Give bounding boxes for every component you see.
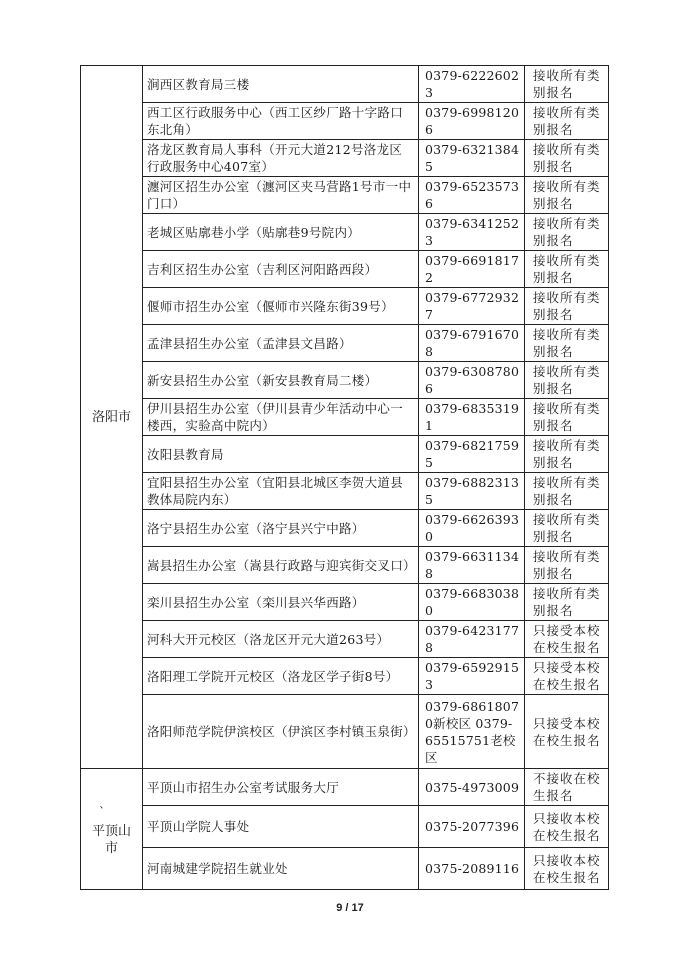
note-cell: 接收所有类别报名	[525, 399, 609, 436]
site-cell: 河南城建学院招生就业处	[143, 848, 419, 890]
punctuation-mark: 、	[99, 800, 110, 811]
phone-cell: 0379-63213845	[419, 140, 525, 177]
site-cell: 吉利区招生办公室（吉利区河阳路西段）	[143, 251, 419, 288]
site-cell: 平顶山学院人事处	[143, 806, 419, 848]
table-row	[81, 177, 609, 214]
table-row	[81, 436, 609, 473]
note-cell: 接收所有类别报名	[525, 547, 609, 584]
table-row	[81, 325, 609, 362]
phone-cell: 0379-68618070新校区 0379-65515751老校区	[419, 695, 525, 769]
table-row	[81, 214, 609, 251]
phone-cell: 0379-67916708	[419, 325, 525, 362]
note-cell: 接收所有类别报名	[525, 288, 609, 325]
phone-cell: 0379-64231778	[419, 621, 525, 658]
note-cell: 只接受本校在校生报名	[525, 695, 609, 769]
phone-cell: 0379-65929153	[419, 658, 525, 695]
table-row	[81, 769, 609, 806]
note-cell: 接收所有类别报名	[525, 473, 609, 510]
site-cell: 栾川县招生办公室（栾川县兴华西路）	[143, 584, 419, 621]
table-row	[81, 103, 609, 140]
note-cell: 接收所有类别报名	[525, 214, 609, 251]
table-row	[81, 288, 609, 325]
site-cell: 瀍河区招生办公室（瀍河区夹马营路1号市一中门口）	[143, 177, 419, 214]
note-cell: 接收所有类别报名	[525, 436, 609, 473]
table-row	[81, 658, 609, 695]
site-cell: 涧西区教育局三楼	[143, 66, 419, 103]
phone-cell: 0379-66311348	[419, 547, 525, 584]
phone-cell: 0375-4973009	[419, 769, 525, 806]
site-cell: 洛龙区教育局人事科（开元大道212号洛龙区行政服务中心407室）	[143, 140, 419, 177]
city-cell-luoyang	[81, 66, 143, 769]
city-cell-pingdingshan	[81, 769, 143, 890]
table-row	[81, 140, 609, 177]
site-cell: 伊川县招生办公室（伊川县青少年活动中心一楼西，实验高中院内）	[143, 399, 419, 436]
page-number: 9 / 17	[336, 902, 364, 914]
note-cell: 接收所有类别报名	[525, 140, 609, 177]
site-cell: 新安县招生办公室（新安县教育局二楼）	[143, 362, 419, 399]
phone-cell: 0379-63412523	[419, 214, 525, 251]
phone-cell: 0379-68217595	[419, 436, 525, 473]
table-row	[81, 473, 609, 510]
site-cell: 孟津县招生办公室（孟津县文昌路）	[143, 325, 419, 362]
note-cell: 接收所有类别报名	[525, 66, 609, 103]
note-cell: 只接受本校在校生报名	[525, 658, 609, 695]
table-row	[81, 510, 609, 547]
phone-cell: 0379-66263930	[419, 510, 525, 547]
phone-cell: 0379-66830380	[419, 584, 525, 621]
note-cell: 接收所有类别报名	[525, 584, 609, 621]
table-row	[81, 848, 609, 890]
phone-cell: 0379-62226023	[419, 66, 525, 103]
site-cell: 洛阳师范学院伊滨校区（伊滨区李村镇玉泉街）	[143, 695, 419, 769]
table-row	[81, 584, 609, 621]
phone-cell: 0379-68353191	[419, 399, 525, 436]
note-cell: 只接受本校在校生报名	[525, 621, 609, 658]
site-cell: 平顶山市招生办公室考试服务大厅	[143, 769, 419, 806]
phone-cell: 0379-63087806	[419, 362, 525, 399]
phone-cell: 0379-69981206	[419, 103, 525, 140]
note-cell: 不接收在校生报名	[525, 769, 609, 806]
note-cell: 接收所有类别报名	[525, 177, 609, 214]
note-cell: 只接收本校在校生报名	[525, 806, 609, 848]
note-cell: 接收所有类别报名	[525, 103, 609, 140]
phone-cell: 0379-66918172	[419, 251, 525, 288]
table-row	[81, 66, 609, 103]
phone-cell: 0375-2089116	[419, 848, 525, 890]
registration-sites-table	[80, 65, 609, 890]
table-row	[81, 251, 609, 288]
site-cell: 嵩县招生办公室（嵩县行政路与迎宾街交叉口）	[143, 547, 419, 584]
note-cell: 接收所有类别报名	[525, 362, 609, 399]
note-cell: 接收所有类别报名	[525, 510, 609, 547]
phone-cell: 0379-65235736	[419, 177, 525, 214]
site-cell: 宜阳县招生办公室（宜阳县北城区李贺大道县教体局院内东）	[143, 473, 419, 510]
site-cell: 汝阳县教育局	[143, 436, 419, 473]
site-cell: 河科大开元校区（洛龙区开元大道263号）	[143, 621, 419, 658]
phone-cell: 0379-67729327	[419, 288, 525, 325]
table-row	[81, 806, 609, 848]
city-name: 洛阳市	[91, 409, 131, 425]
site-cell: 洛阳理工学院开元校区（洛龙区学子街8号）	[143, 658, 419, 695]
site-cell: 偃师市招生办公室（偃师市兴隆东街39号）	[143, 288, 419, 325]
phone-cell: 0375-2077396	[419, 806, 525, 848]
site-cell: 西工区行政服务中心（西工区纱厂路十字路口东北角）	[143, 103, 419, 140]
table-row	[81, 399, 609, 436]
site-cell: 老城区贴廓巷小学（贴廓巷9号院内）	[143, 214, 419, 251]
table-body	[81, 66, 609, 890]
phone-cell: 0379-68823135	[419, 473, 525, 510]
city-name: 平顶山市	[91, 824, 131, 856]
site-cell: 洛宁县招生办公室（洛宁县兴宁中路）	[143, 510, 419, 547]
table-row	[81, 547, 609, 584]
note-cell: 接收所有类别报名	[525, 251, 609, 288]
table-row	[81, 362, 609, 399]
note-cell: 接收所有类别报名	[525, 325, 609, 362]
table-row	[81, 621, 609, 658]
note-cell: 只接收本校在校生报名	[525, 848, 609, 890]
table-row	[81, 695, 609, 769]
